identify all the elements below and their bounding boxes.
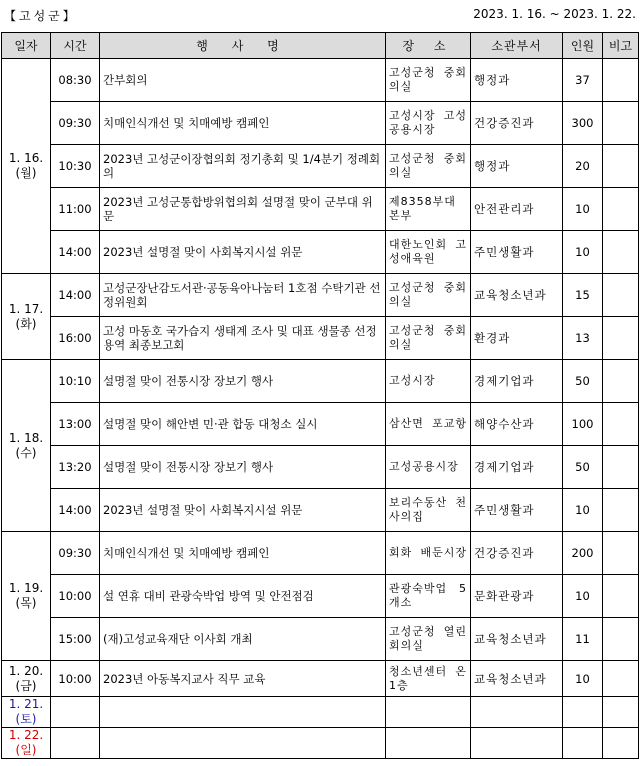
- table-row: [2, 231, 639, 274]
- col-people: 인원: [563, 33, 603, 59]
- date-label: 1. 22.: [8, 728, 44, 742]
- place-cell: [386, 728, 471, 759]
- schedule-table: [1, 32, 639, 759]
- note-cell: [603, 728, 639, 759]
- place-cell: 고성공용시장: [386, 446, 471, 489]
- people-cell: 50: [563, 446, 603, 489]
- col-place: 장 소: [386, 33, 471, 59]
- event-cell: 2023년 설명절 맞이 사회복지시설 위문: [100, 231, 386, 274]
- people-cell: 10: [563, 489, 603, 532]
- time-cell: 09:30: [51, 532, 100, 575]
- place-cell: 고성군청 중회의실: [386, 274, 471, 317]
- note-cell: [603, 145, 639, 188]
- event-cell: 치매인식개선 및 치매예방 캠페인: [100, 102, 386, 145]
- dept-cell: 교육청소년과: [471, 661, 563, 697]
- col-dept: 소관부서: [471, 33, 563, 59]
- people-cell: [563, 697, 603, 728]
- report-header: [0, 0, 640, 30]
- date-range: 2023. 1. 16. ~ 2023. 1. 22.: [473, 7, 636, 21]
- dept-cell: 건강증진과: [471, 102, 563, 145]
- table-row: [2, 274, 639, 317]
- place-cell: 회화 배둔시장: [386, 532, 471, 575]
- event-cell: 설명절 맞이 해안변 민·관 합동 대청소 실시: [100, 403, 386, 446]
- time-cell: [51, 697, 100, 728]
- date-label: 1. 21.: [8, 697, 44, 711]
- dept-cell: 주민생활과: [471, 231, 563, 274]
- dept-cell: 교육청소년과: [471, 618, 563, 661]
- place-cell: 고성군청 중회의실: [386, 317, 471, 360]
- people-cell: 200: [563, 532, 603, 575]
- note-cell: [603, 360, 639, 403]
- time-cell: 11:00: [51, 188, 100, 231]
- time-cell: 10:30: [51, 145, 100, 188]
- table-row: [2, 489, 639, 532]
- time-cell: 09:30: [51, 102, 100, 145]
- weekday-label: (토): [15, 712, 37, 726]
- header-row: [2, 33, 639, 59]
- table-row: [2, 403, 639, 446]
- time-cell: 08:30: [51, 59, 100, 102]
- col-date: 일자: [2, 33, 51, 59]
- time-cell: 15:00: [51, 618, 100, 661]
- people-cell: 37: [563, 59, 603, 102]
- time-cell: 13:00: [51, 403, 100, 446]
- people-cell: 10: [563, 231, 603, 274]
- dept-cell: 행정과: [471, 145, 563, 188]
- note-cell: [603, 489, 639, 532]
- event-cell: [100, 728, 386, 759]
- dept-cell: 해양수산과: [471, 403, 563, 446]
- date-cell: [2, 661, 51, 697]
- dept-cell: 환경과: [471, 317, 563, 360]
- people-cell: 15: [563, 274, 603, 317]
- dept-cell: 문화관광과: [471, 575, 563, 618]
- table-row: [2, 317, 639, 360]
- event-cell: [100, 697, 386, 728]
- place-cell: 제8358부대 본부: [386, 188, 471, 231]
- note-cell: [603, 102, 639, 145]
- schedule-body: [2, 59, 639, 759]
- time-cell: 13:20: [51, 446, 100, 489]
- table-row: [2, 446, 639, 489]
- place-cell: 고성시장: [386, 360, 471, 403]
- place-cell: 보리수동산 천사의집: [386, 489, 471, 532]
- weekday-label: (일): [15, 743, 37, 757]
- date-label: 1. 18.: [8, 430, 44, 445]
- note-cell: [603, 59, 639, 102]
- date-cell: [2, 728, 51, 759]
- event-cell: 설 연휴 대비 관광숙박업 방역 및 안전점검: [100, 575, 386, 618]
- place-cell: 고성군청 중회의실: [386, 59, 471, 102]
- table-row: [2, 728, 639, 759]
- table-row: [2, 697, 639, 728]
- weekday-label: (월): [15, 166, 37, 180]
- people-cell: 20: [563, 145, 603, 188]
- org-name: 【고성군】: [4, 9, 78, 23]
- event-cell: 고성 마동호 국가습지 생태계 조사 및 대표 생물종 선정 용역 최종보고회: [100, 317, 386, 360]
- event-cell: 2023년 아동복지교사 직무 교육: [100, 661, 386, 697]
- time-cell: 10:00: [51, 575, 100, 618]
- place-cell: [386, 697, 471, 728]
- event-cell: 2023년 설명절 맞이 사회복지시설 위문: [100, 489, 386, 532]
- people-cell: 10: [563, 575, 603, 618]
- table-row: [2, 575, 639, 618]
- note-cell: [603, 575, 639, 618]
- people-cell: 10: [563, 661, 603, 697]
- people-cell: 10: [563, 188, 603, 231]
- note-cell: [603, 446, 639, 489]
- dept-cell: 안전관리과: [471, 188, 563, 231]
- place-cell: 고성군청 중회의실: [386, 145, 471, 188]
- event-cell: 설명절 맞이 전통시장 장보기 행사: [100, 446, 386, 489]
- note-cell: [603, 697, 639, 728]
- col-event: 행 사 명: [100, 33, 386, 59]
- note-cell: [603, 661, 639, 697]
- note-cell: [603, 188, 639, 231]
- note-cell: [603, 403, 639, 446]
- time-cell: 10:10: [51, 360, 100, 403]
- place-cell: 고성시장 고성공용시장: [386, 102, 471, 145]
- weekday-label: (금): [15, 678, 37, 693]
- date-cell: [2, 532, 51, 661]
- date-label: 1. 17.: [8, 301, 44, 316]
- place-cell: 청소년센터 온1층: [386, 661, 471, 697]
- date-cell: [2, 59, 51, 274]
- time-cell: 16:00: [51, 317, 100, 360]
- time-cell: 14:00: [51, 231, 100, 274]
- people-cell: 11: [563, 618, 603, 661]
- note-cell: [603, 274, 639, 317]
- note-cell: [603, 532, 639, 575]
- place-cell: 고성군청 열린회의실: [386, 618, 471, 661]
- people-cell: [563, 728, 603, 759]
- dept-cell: 건강증진과: [471, 532, 563, 575]
- event-cell: 설명절 맞이 전통시장 장보기 행사: [100, 360, 386, 403]
- dept-cell: [471, 697, 563, 728]
- event-cell: 2023년 고성군이장협의회 정기총회 및 1/4분기 정례회의: [100, 145, 386, 188]
- event-cell: (재)고성교육재단 이사회 개최: [100, 618, 386, 661]
- event-cell: 치매인식개선 및 치매예방 캠페인: [100, 532, 386, 575]
- time-cell: 14:00: [51, 489, 100, 532]
- dept-cell: [471, 728, 563, 759]
- time-cell: 14:00: [51, 274, 100, 317]
- dept-cell: 경제기업과: [471, 360, 563, 403]
- dept-cell: 행정과: [471, 59, 563, 102]
- event-cell: 고성군장난감도서관·공동육아나눔터 1호점 수탁기관 선정위원회: [100, 274, 386, 317]
- date-cell: [2, 697, 51, 728]
- table-row: [2, 661, 639, 697]
- note-cell: [603, 618, 639, 661]
- weekday-label: (목): [15, 596, 37, 610]
- table-row: [2, 102, 639, 145]
- date-label: 1. 20.: [8, 663, 44, 678]
- place-cell: 관광숙박업 5개소: [386, 575, 471, 618]
- people-cell: 300: [563, 102, 603, 145]
- table-row: [2, 145, 639, 188]
- event-cell: 간부회의: [100, 59, 386, 102]
- weekday-label: (수): [15, 445, 37, 460]
- table-row: [2, 360, 639, 403]
- date-cell: [2, 274, 51, 360]
- col-note: 비고: [603, 33, 639, 59]
- date-label: 1. 16.: [8, 151, 44, 165]
- dept-cell: 주민생활과: [471, 489, 563, 532]
- col-time: 시간: [51, 33, 100, 59]
- time-cell: [51, 728, 100, 759]
- place-cell: 삼산면 포교항: [386, 403, 471, 446]
- note-cell: [603, 231, 639, 274]
- dept-cell: 경제기업과: [471, 446, 563, 489]
- table-row: [2, 188, 639, 231]
- weekday-label: (화): [15, 316, 37, 331]
- people-cell: 100: [563, 403, 603, 446]
- dept-cell: 교육청소년과: [471, 274, 563, 317]
- table-row: [2, 59, 639, 102]
- table-row: [2, 618, 639, 661]
- event-cell: 2023년 고성군통합방위협의회 설명절 맞이 군부대 위문: [100, 188, 386, 231]
- time-cell: 10:00: [51, 661, 100, 697]
- note-cell: [603, 317, 639, 360]
- date-cell: [2, 360, 51, 532]
- people-cell: 13: [563, 317, 603, 360]
- people-cell: 50: [563, 360, 603, 403]
- date-label: 1. 19.: [8, 581, 44, 595]
- place-cell: 대한노인회 고성애육원: [386, 231, 471, 274]
- table-row: [2, 532, 639, 575]
